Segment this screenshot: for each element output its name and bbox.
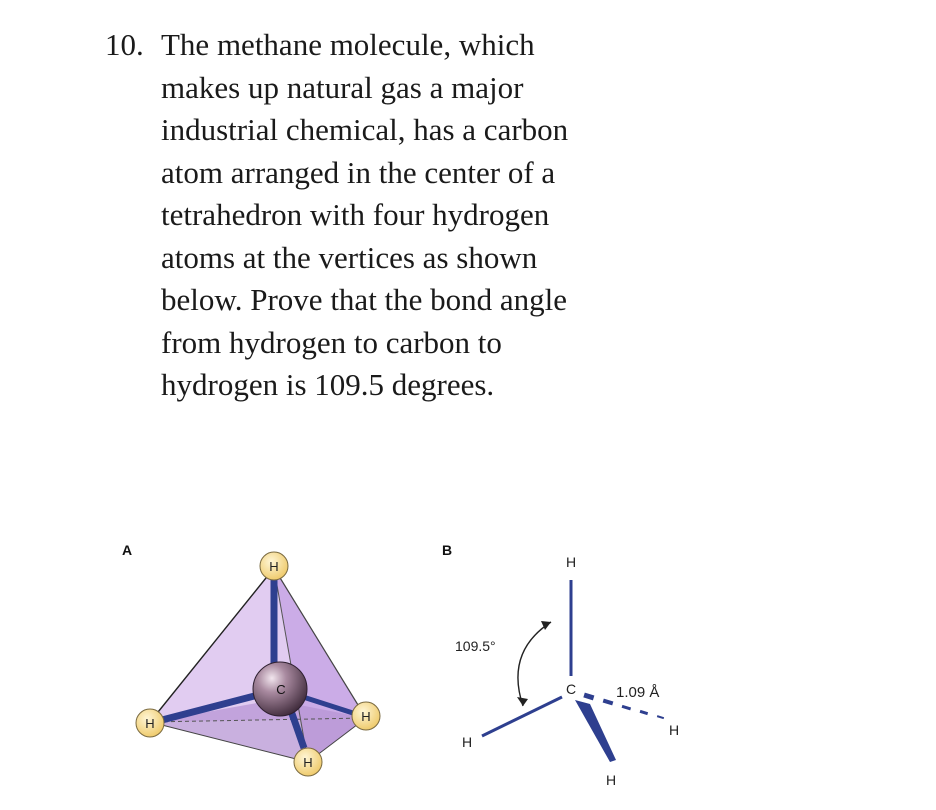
bond-angle-label: 109.5°	[455, 638, 496, 654]
problem-10	[105, 24, 705, 407]
hydrogen-label: H	[565, 554, 577, 570]
problem-line: from hydrogen to carbon to	[161, 324, 502, 360]
problem-line: industrial chemical, has a carbon	[161, 112, 569, 147]
problem-line: atoms at the vertices as shown	[161, 239, 538, 275]
problem-statement	[161, 24, 705, 407]
hydrogen-label: H	[605, 772, 617, 788]
panel-b-label: B	[442, 542, 453, 558]
wedge-bond	[575, 700, 616, 762]
hydrogen-label: H	[668, 722, 680, 738]
problem-line: hydrogen is 109.5 degrees.	[161, 367, 495, 402]
hydrogen-label: H	[303, 755, 313, 770]
angle-arc	[518, 622, 551, 706]
hydrogen-label: H	[461, 734, 473, 750]
methane-figure	[0, 520, 936, 810]
hydrogen-label: H	[361, 709, 371, 724]
problem-line: tetrahedron with four hydrogen	[161, 197, 550, 232]
problem-line: The methane molecule, which	[161, 27, 535, 62]
hydrogen-label: H	[145, 716, 155, 731]
bond-length-label: 1.09 Å	[616, 684, 660, 701]
carbon-label: C	[276, 682, 286, 697]
panel-a	[122, 542, 380, 776]
panel-b	[442, 542, 679, 788]
panel-a-label: A	[122, 542, 133, 558]
problem-line: below. Prove that the bond angle	[161, 282, 568, 317]
carbon-label: C	[565, 681, 577, 697]
arrowhead	[517, 697, 528, 706]
problem-line: atom arranged in the center of a	[161, 154, 556, 190]
problem-number: 10.	[105, 27, 144, 62]
methane-diagram	[0, 520, 936, 810]
hydrogen-label: H	[269, 559, 279, 574]
problem-line: makes up natural gas a major	[161, 69, 524, 105]
